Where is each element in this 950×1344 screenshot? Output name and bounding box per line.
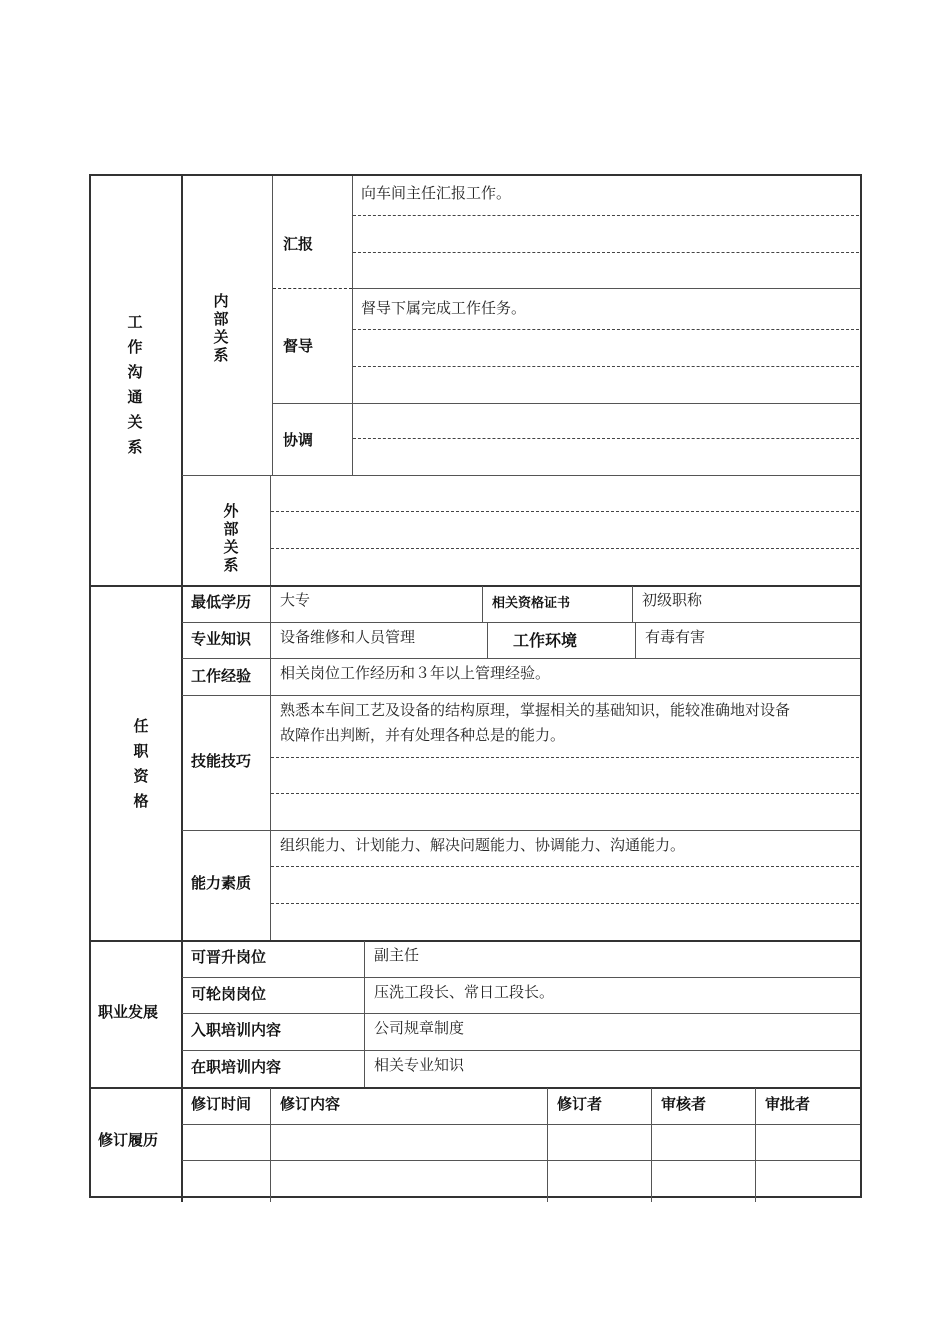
skills-line-1: 熟悉本车间工艺及设备的结构原理，掌握相关的基础知识，能较准确地对设备 <box>280 701 791 719</box>
environment-label: 工作环境 <box>513 631 578 650</box>
divider <box>181 174 183 1202</box>
ability-label: 能力素质 <box>191 874 252 892</box>
rotation-label: 可轮岗岗位 <box>191 985 267 1003</box>
supervise-text: 督导下属完成工作任务。 <box>361 299 527 317</box>
education-label: 最低学历 <box>191 593 252 611</box>
writing-line <box>353 329 859 330</box>
divider <box>482 586 483 622</box>
writing-line <box>353 215 859 216</box>
divider <box>182 1050 860 1051</box>
writing-line <box>353 366 859 367</box>
divider <box>89 1087 860 1089</box>
education-value: 大专 <box>280 591 311 609</box>
skills-label: 技能技巧 <box>191 752 252 770</box>
divider <box>270 586 271 940</box>
induction-training-label: 入职培训内容 <box>191 1021 282 1039</box>
supervise-label: 督导 <box>283 337 314 355</box>
divider <box>182 830 860 831</box>
revision-col-reviser: 修订者 <box>557 1095 603 1113</box>
divider <box>273 403 860 404</box>
revision-col-reviewer: 审核者 <box>661 1095 707 1113</box>
experience-value: 相关岗位工作经历和３年以上管理经验。 <box>280 664 551 682</box>
divider <box>270 1088 271 1202</box>
divider <box>273 288 352 289</box>
report-label: 汇报 <box>283 235 314 253</box>
divider <box>182 1013 860 1014</box>
divider <box>272 176 273 475</box>
report-text: 向车间主任汇报工作。 <box>361 184 512 202</box>
induction-training-value: 公司规章制度 <box>374 1019 465 1037</box>
divider <box>89 940 860 942</box>
writing-line <box>271 548 859 549</box>
divider <box>182 1124 860 1125</box>
skills-line-2: 故障作出判断，并有处理各种总是的能力。 <box>280 726 566 744</box>
divider <box>89 585 860 587</box>
revision-section-label: 修订履历 <box>98 1131 159 1149</box>
knowledge-value: 设备维修和人员管理 <box>280 628 416 646</box>
divider <box>632 586 633 622</box>
onjob-training-value: 相关专业知识 <box>374 1056 465 1074</box>
writing-line <box>271 866 859 867</box>
revision-col-approver: 审批者 <box>765 1095 811 1113</box>
job-description-table <box>89 174 862 1202</box>
divider <box>635 622 636 658</box>
revision-col-content: 修订内容 <box>280 1095 341 1113</box>
divider <box>270 476 271 585</box>
external-relations-label: 外部关系 <box>223 502 239 574</box>
writing-line <box>353 252 859 253</box>
rotation-value: 压洗工段长、常日工段长。 <box>374 983 555 1001</box>
knowledge-label: 专业知识 <box>191 630 252 648</box>
divider <box>182 1160 860 1161</box>
career-section-label: 职业发展 <box>98 1003 159 1021</box>
promotion-value: 副主任 <box>374 946 420 964</box>
writing-line <box>271 511 859 512</box>
divider <box>364 941 365 1087</box>
divider <box>755 1088 756 1202</box>
certificate-label: 相关资格证书 <box>492 596 571 611</box>
onjob-training-label: 在职培训内容 <box>191 1058 282 1076</box>
divider <box>182 658 860 659</box>
coordinate-label: 协调 <box>283 431 314 449</box>
divider <box>352 176 353 475</box>
writing-line <box>271 757 859 758</box>
divider <box>487 622 488 658</box>
experience-label: 工作经验 <box>191 667 252 685</box>
qualification-section-label: 任职资格 <box>133 717 149 810</box>
environment-value: 有毒有害 <box>645 628 706 646</box>
communication-section-label: 工作沟通关系 <box>127 313 143 456</box>
divider <box>182 695 860 696</box>
writing-line <box>271 903 859 904</box>
divider <box>182 475 860 476</box>
certificate-value: 初级职称 <box>642 591 703 609</box>
promotion-label: 可晋升岗位 <box>191 948 267 966</box>
divider <box>352 288 860 289</box>
table-border <box>89 174 862 1198</box>
internal-relations-label: 内部关系 <box>213 292 229 364</box>
writing-line <box>271 793 859 794</box>
divider <box>547 1088 548 1202</box>
divider <box>651 1088 652 1202</box>
ability-value: 组织能力、计划能力、解决问题能力、协调能力、沟通能力。 <box>280 836 686 854</box>
writing-line <box>353 438 859 439</box>
divider <box>182 622 860 623</box>
divider <box>182 977 860 978</box>
revision-col-time: 修订时间 <box>191 1095 252 1113</box>
